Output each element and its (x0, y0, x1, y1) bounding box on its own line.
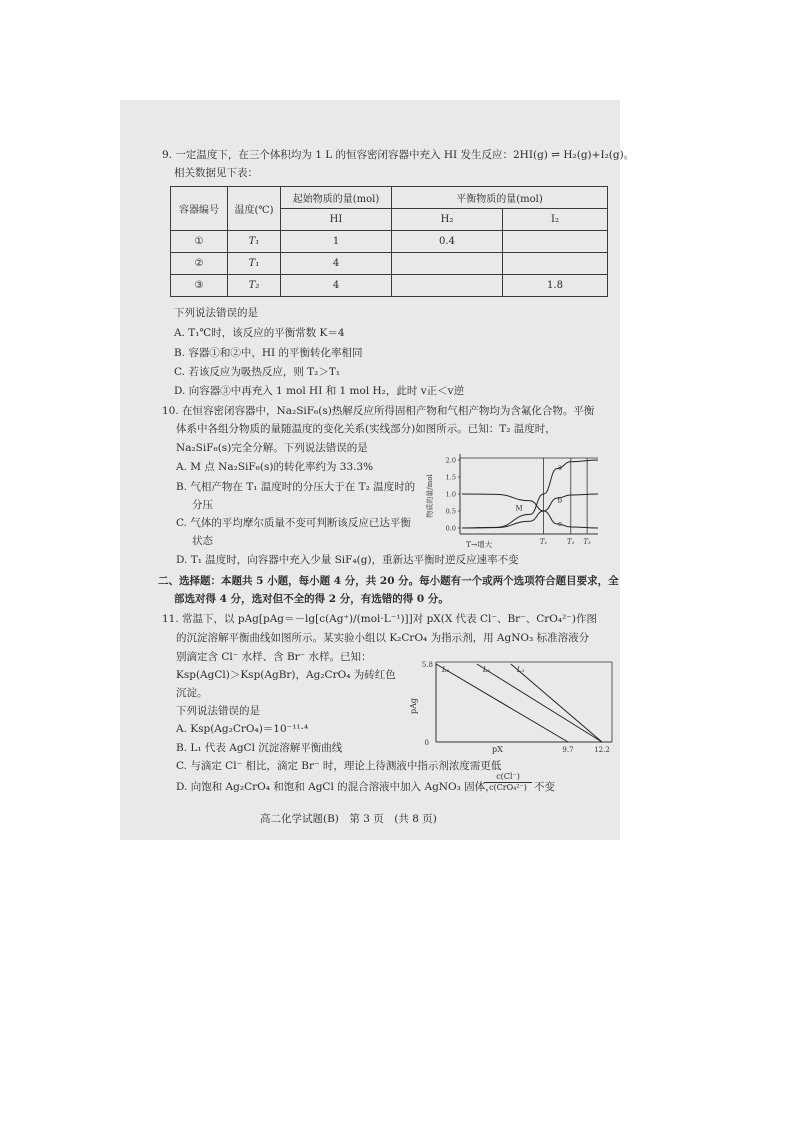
q10-option-b-1: B. 气相产物在 T₁ 温度时的分压大于在 T₂ 温度时的 (176, 481, 416, 493)
chart2-y-value: 5.8 (421, 661, 433, 669)
q10-option-a: A. M 点 Na₂SiF₆(s)的转化率约为 33.3% (176, 461, 374, 473)
q10-stem-1: 10. 在恒容密闭容器中，Na₂SiF₆(s)热解反应所得固相产物和气相产物均为含氟化合物。平衡 (162, 405, 595, 417)
q9-option-c: C. 若该反应为吸热反应，则 T₂＞T₁ (174, 366, 341, 378)
table-row (171, 275, 608, 297)
q9-option-b: B. 容器①和②中，HI 的平衡转化率相同 (174, 347, 363, 359)
chart1-xtick-label: T₂ (567, 538, 575, 546)
chart2-series (436, 664, 602, 742)
cell-hi: 1 (281, 231, 392, 253)
chart1-xtick-label: T₁ (539, 538, 548, 546)
q11-option-b: B. L₁ 代表 AgCl 沉淀溶解平衡曲线 (176, 742, 343, 754)
th-init: 起始物质的量(mol) (281, 187, 392, 209)
q11-chart (402, 656, 614, 756)
q11-stem-2: 的沉淀溶解平衡曲线如图所示。某实验小组以 K₂CrO₄ 为指示剂，用 AgNO₃ 标准溶液分 (176, 632, 590, 644)
q11-stem-4: Ksp(AgCl)＞Ksp(AgBr)，Ag₂CrO₄ 为砖红色 (176, 669, 396, 681)
chart2-series-label: L₂ (482, 666, 491, 674)
chart1-ytick-label: 1.5 (445, 473, 456, 482)
chart2-xtick-label: 12.2 (594, 746, 610, 754)
th-hi: HI (281, 209, 392, 231)
section-2-line-2: 部选对得 4 分，选对但不全的得 2 分，有选错的得 0 分。 (174, 593, 449, 605)
chart1-ylabel: 物质的量/mol (426, 474, 434, 518)
table-row (171, 231, 608, 253)
fraction-denominator: c(CrO₄²⁻) (489, 783, 527, 792)
chart2-series-label: L₁ (442, 666, 450, 674)
th-id: 容器编号 (171, 187, 228, 231)
q10-stem-2: 体系中各组分物质的量随温度的变化关系(实线部分)如图所示。已知：T₂ 温度时， (176, 423, 556, 435)
cell-h2 (392, 275, 503, 297)
q10-stem-3: Na₂SiF₆(s)完全分解。下列说法错误的是 (176, 442, 368, 454)
q11-prompt: 下列说法错误的是 (176, 705, 260, 717)
th-eq: 平衡物质的量(mol) (392, 187, 608, 209)
chart1-xlabel: T→增大 (466, 540, 493, 549)
cell-id: ② (171, 253, 228, 275)
th-temp: 温度(℃) (228, 187, 281, 231)
q10-option-d: D. T₁ 温度时，向容器中充入少量 SiF₄(g)，重新达平衡时逆反应速率不变 (176, 554, 519, 566)
chart1-label-c: c (557, 519, 562, 528)
cell-id: ③ (171, 275, 228, 297)
q11-stem-3: 别滴定含 Cl⁻ 水样、含 Br⁻ 水样。已知： (176, 651, 372, 663)
chart1-ytick-label: 1.0 (445, 490, 456, 499)
chart1-ytick-label: 2.0 (445, 456, 456, 465)
cell-i2 (503, 231, 608, 253)
th-i2: I₂ (503, 209, 608, 231)
chart2-xticks (562, 746, 609, 754)
chart1-series-b (462, 494, 598, 528)
chart1-ytick-label: 0.5 (445, 507, 456, 516)
th-h2: H₂ (392, 209, 503, 231)
chart2-line-3 (511, 664, 602, 742)
cell-h2 (392, 253, 503, 275)
cell-i2: 1.8 (503, 275, 608, 297)
q9-option-d: D. 向容器③中再充入 1 mol HI 和 1 mol H₂，此时 v正＜v逆 (174, 385, 465, 397)
chart1-label-M: M (515, 504, 523, 513)
chart2-line-1 (436, 664, 568, 742)
q9-prompt: 下列说法错误的是 (174, 307, 258, 319)
chart2-series-label: L₃ (516, 666, 525, 674)
q10-option-c-2: 状态 (192, 535, 213, 547)
chart1-point-labels (516, 464, 563, 528)
chart1-series-c (462, 494, 598, 528)
q11-stem-5: 沉淀。 (176, 687, 208, 699)
q9-sub: 相关数据见下表： (174, 167, 258, 179)
q9-stem: 9. 一定温度下，在三个体积均为 1 L 的恒容密闭容器中充入 HI 发生反应：2HI(g) ⇌ H₂(g)+I₂(g)。 (162, 149, 635, 161)
section-2-line-1: 二、选择题：本题共 5 小题，每小题 4 分，共 20 分。每小题有一个或两个选项符合题目要求，全 (158, 575, 619, 587)
fraction-numerator: c(Cl⁻) (484, 772, 532, 783)
table-row (171, 253, 608, 275)
q11-option-d: D. 向饱和 Ag₂CrO₄ 和饱和 AgCl 的混合溶液中加入 AgNO₃ 固体， (176, 781, 496, 793)
chart1-label-b: b (557, 496, 563, 505)
chart2-ylabel: pAg (409, 697, 418, 715)
q11-stem-1: 11. 常温下，以 pAg[pAg＝－lg[c(Ag⁺)/(mol·L⁻¹)]]对 pX(X 代表 Cl⁻、Br⁻、CrO₄²⁻)作图 (162, 613, 597, 625)
chart1-label-a: a (557, 463, 563, 472)
cell-hi: 4 (281, 253, 392, 275)
exam-page (120, 100, 635, 840)
cell-hi: 4 (281, 275, 392, 297)
chart2-xtick-label: 9.7 (562, 746, 574, 754)
cell-temp: T₁ (228, 253, 281, 275)
q11-fraction (484, 772, 532, 793)
chart2-xlabel: pX (492, 745, 503, 754)
cell-temp: T₂ (228, 275, 281, 297)
q10-option-b-2: 分压 (192, 499, 213, 511)
cell-i2 (503, 253, 608, 275)
q10-option-c-1: C. 气体的平均摩尔质量不变可判断该反应已达平衡 (176, 517, 411, 529)
q9-table (170, 186, 608, 297)
q9-option-a: A. T₁℃时，该反应的平衡常数 K＝4 (174, 327, 345, 339)
chart1-xtick-label: T₃ (583, 538, 591, 546)
q11-option-d-end: 不变 (534, 781, 555, 793)
chart1-yticks (446, 457, 460, 533)
chart1-ytick-label: 0.0 (445, 524, 456, 533)
q11-option-a: A. Ksp(Ag₂CrO₄)＝10⁻¹¹·⁴ (176, 723, 309, 735)
cell-temp: T₁ (228, 231, 281, 253)
cell-h2: 0.4 (392, 231, 503, 253)
cell-id: ① (171, 231, 228, 253)
q11-option-c: C. 与滴定 Cl⁻ 相比，滴定 Br⁻ 时，理论上待测液中指示剂浓度需更低 (176, 760, 502, 772)
chart1-series (462, 460, 598, 528)
chart2-origin: 0 (424, 739, 429, 747)
chart2-line-2 (477, 664, 602, 742)
q10-chart (422, 448, 602, 554)
chart1-xticks (540, 538, 591, 546)
page-footer: 高二化学试题(B) 第 3 页 (共 8 页) (260, 813, 437, 825)
